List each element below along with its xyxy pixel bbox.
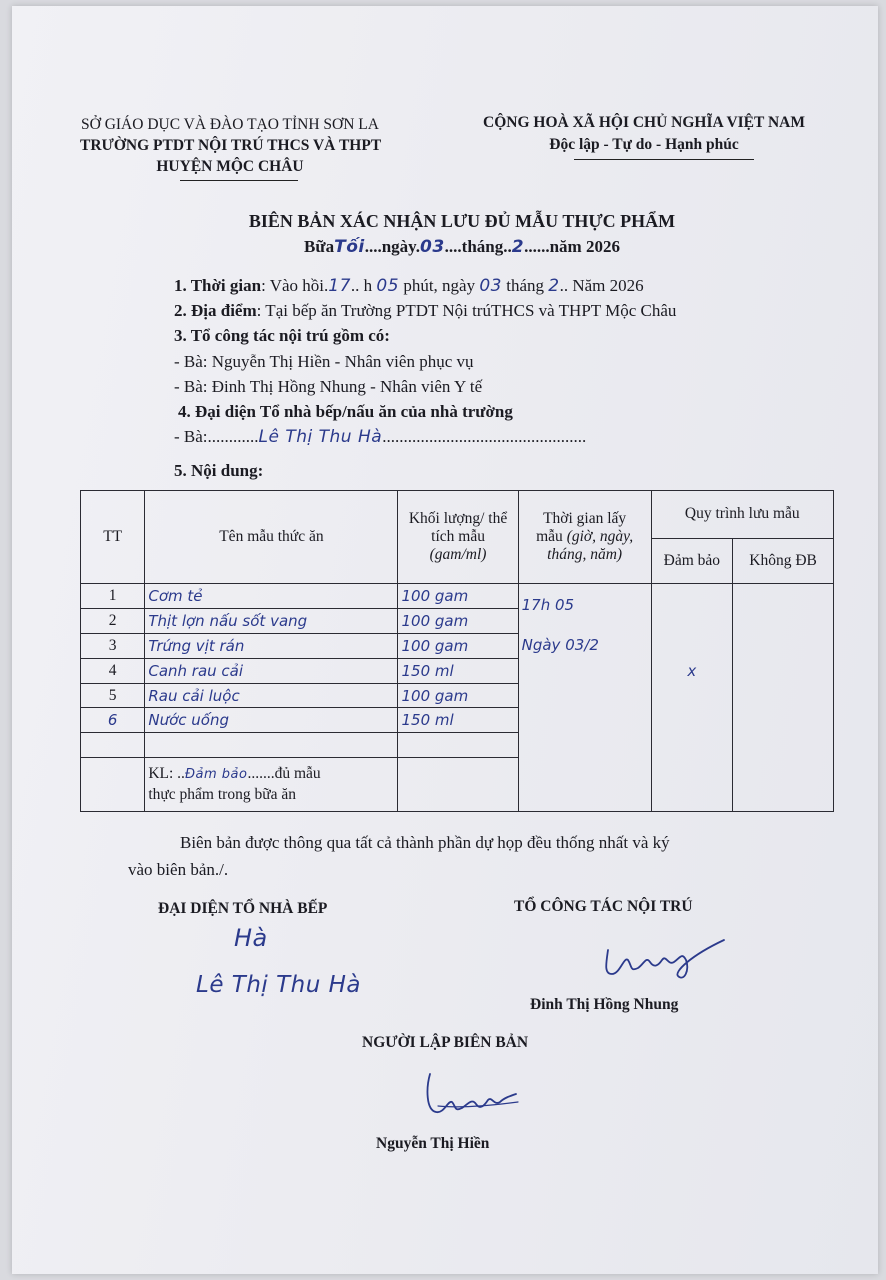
row-food-name: Thịt lợn nấu sốt vang — [145, 608, 398, 633]
header-weight-line2: tích mẫu — [431, 527, 485, 545]
time-minute: 05 — [376, 276, 400, 296]
month-label: ....tháng.. — [444, 237, 512, 256]
header-process: Quy trình lưu mẫu — [651, 491, 833, 539]
time-text-d: tháng — [506, 276, 545, 295]
time-hour: 17 — [328, 276, 351, 296]
section-content-label: 5. Nội dung: — [174, 461, 264, 480]
team-member-2: - Bà: Đinh Thị Hồng Nhung - Nhân viên Y tế — [174, 377, 483, 396]
conclusion-value: Đảm bảo — [184, 767, 248, 783]
meal-label: Bữa — [304, 237, 335, 256]
time-month: 2 — [548, 276, 560, 296]
header-time-line2a: mẫu — [536, 527, 567, 545]
row-food-name: Nước uống — [145, 708, 398, 733]
section-location-label: 2. Địa điểm — [174, 301, 257, 320]
row-tt: 5 — [81, 683, 145, 708]
team-title: TỔ CÔNG TÁC NỘI TRÚ — [514, 898, 693, 915]
header-sample-time — [518, 491, 651, 584]
row-food-name: Canh rau cải — [145, 658, 398, 683]
row-weight: 150 ml — [398, 658, 518, 683]
header-time-line1: Thời gian lấy — [543, 509, 627, 527]
row-tt: 4 — [81, 658, 145, 683]
ensure-cell: x — [651, 583, 733, 811]
team-signed-name: Đinh Thị Hồng Nhung — [530, 996, 679, 1013]
header-weight-line3: (gam/ml) — [429, 545, 487, 563]
time-text-c: phút, ngày — [403, 276, 476, 295]
location-text: : Tại bếp ăn Trường PTDT Nội trúTHCS và THPT Mộc Châu — [256, 301, 677, 320]
sample-time-hour: 17h 05 — [521, 595, 575, 614]
kitchen-rep-line — [174, 427, 586, 447]
meal-value: Tối — [334, 237, 365, 257]
document-page — [12, 6, 878, 1274]
row-weight: 100 gam — [398, 683, 518, 708]
header-weight-line1: Khối lượng/ thể — [408, 509, 508, 527]
sample-time-date: Ngày 03/2 — [521, 635, 599, 654]
row-tt: 6 — [81, 708, 145, 733]
kitchen-rep-title: ĐẠI DIỆN TỔ NHÀ BẾP — [158, 900, 328, 917]
section-kitchen-label: 4. Đại diện Tổ nhà bếp/nấu ăn của nhà trường — [178, 402, 513, 421]
section-location — [174, 301, 676, 321]
header-left-underline — [180, 180, 298, 181]
recorder-title: NGƯỜI LẬP BIÊN BẢN — [362, 1034, 529, 1051]
kitchen-signature: Hà — [234, 924, 268, 952]
row-weight: 100 gam — [398, 633, 518, 658]
header-not-ensure: Không ĐB — [733, 538, 834, 583]
document-subtitle — [92, 237, 832, 257]
national-motto: Độc lập - Tự do - Hạnh phúc — [549, 136, 739, 153]
row-tt: 2 — [81, 608, 145, 633]
conclusion-line2: thực phẩm trong bữa ăn — [148, 786, 296, 804]
recorder-signature — [418, 1066, 522, 1122]
month-value: 2 — [511, 237, 525, 257]
sample-time-cell — [518, 583, 651, 811]
closing-line-1: Biên bản được thông qua tất cả thành phần dự họp đều thống nhất và ký — [180, 833, 670, 852]
not-ensure-cell — [733, 583, 834, 811]
row-food-name-empty — [145, 733, 398, 758]
team-member-1: - Bà: Nguyễn Thị Hiền - Nhân viên phục vụ — [174, 352, 474, 371]
header-right — [464, 112, 824, 156]
row-weight: 100 gam — [398, 608, 518, 633]
kitchen-rep-name: Lê Thị Thu Hà — [258, 427, 383, 447]
time-text-a: : Vào hồi. — [261, 276, 329, 295]
row-tt-empty — [81, 733, 145, 758]
district-name: HUYỆN MỘC CHÂU — [156, 158, 304, 175]
header-time-line3: tháng, năm) — [547, 545, 623, 563]
header-time-line2b: (giờ, ngày, — [566, 527, 634, 545]
section-time — [174, 276, 644, 296]
row-food-name: Trứng vịt rán — [145, 633, 398, 658]
row-tt: 1 — [81, 583, 145, 608]
conclusion-weight-empty — [398, 758, 518, 812]
conclusion-tt-empty — [81, 758, 145, 812]
time-day: 03 — [479, 276, 502, 296]
row-tt: 3 — [81, 633, 145, 658]
table-header-row — [81, 491, 834, 539]
table-row — [81, 583, 834, 608]
section-team-label: 3. Tổ công tác nội trú gồm có: — [174, 326, 390, 345]
document-title: BIÊN BẢN XÁC NHẬN LƯU ĐỦ MẪU THỰC PHẨM — [248, 211, 676, 231]
row-food-name: Cơm tẻ — [145, 583, 398, 608]
time-text-e: .. Năm 2026 — [559, 276, 644, 295]
kitchen-rep-suffix: ................................................ — [382, 427, 587, 446]
header-food-name: Tên mẫu thức ăn — [145, 491, 398, 584]
day-value: 03 — [419, 237, 445, 257]
food-sample-table — [80, 490, 834, 812]
department-name: SỞ GIÁO DỤC VÀ ĐÀO TẠO TỈNH SƠN LA — [81, 116, 379, 133]
header-weight — [398, 491, 518, 584]
header-left — [80, 114, 380, 177]
kitchen-signed-name: Lê Thị Thu Hà — [196, 972, 362, 998]
national-title: CỘNG HOÀ XÃ HỘI CHỦ NGHĨA VIỆT NAM — [483, 114, 805, 131]
team-signature — [594, 926, 734, 986]
header-right-underline — [574, 159, 754, 160]
time-text-b: .. h — [350, 276, 373, 295]
row-food-name: Rau cải luộc — [145, 683, 398, 708]
closing-line-2: vào biên bản./. — [128, 860, 229, 879]
year-label: ......năm 2026 — [524, 237, 620, 256]
kitchen-rep-prefix: - Bà:............ — [174, 427, 259, 446]
school-name: TRƯỜNG PTDT NỘI TRÚ THCS VÀ THPT — [80, 137, 382, 154]
header-ensure: Đảm bảo — [651, 538, 733, 583]
conclusion-suffix: .......đủ mẫu — [247, 765, 321, 783]
row-weight-empty — [398, 733, 518, 758]
conclusion-prefix: KL: .. — [148, 765, 185, 783]
header-tt: TT — [81, 491, 145, 584]
row-weight: 150 ml — [398, 708, 518, 733]
row-weight: 100 gam — [398, 583, 518, 608]
recorder-signed-name: Nguyễn Thị Hiền — [376, 1135, 490, 1152]
day-label: ....ngày. — [364, 237, 420, 256]
conclusion-cell — [145, 758, 398, 812]
section-time-label: 1. Thời gian — [174, 276, 262, 295]
